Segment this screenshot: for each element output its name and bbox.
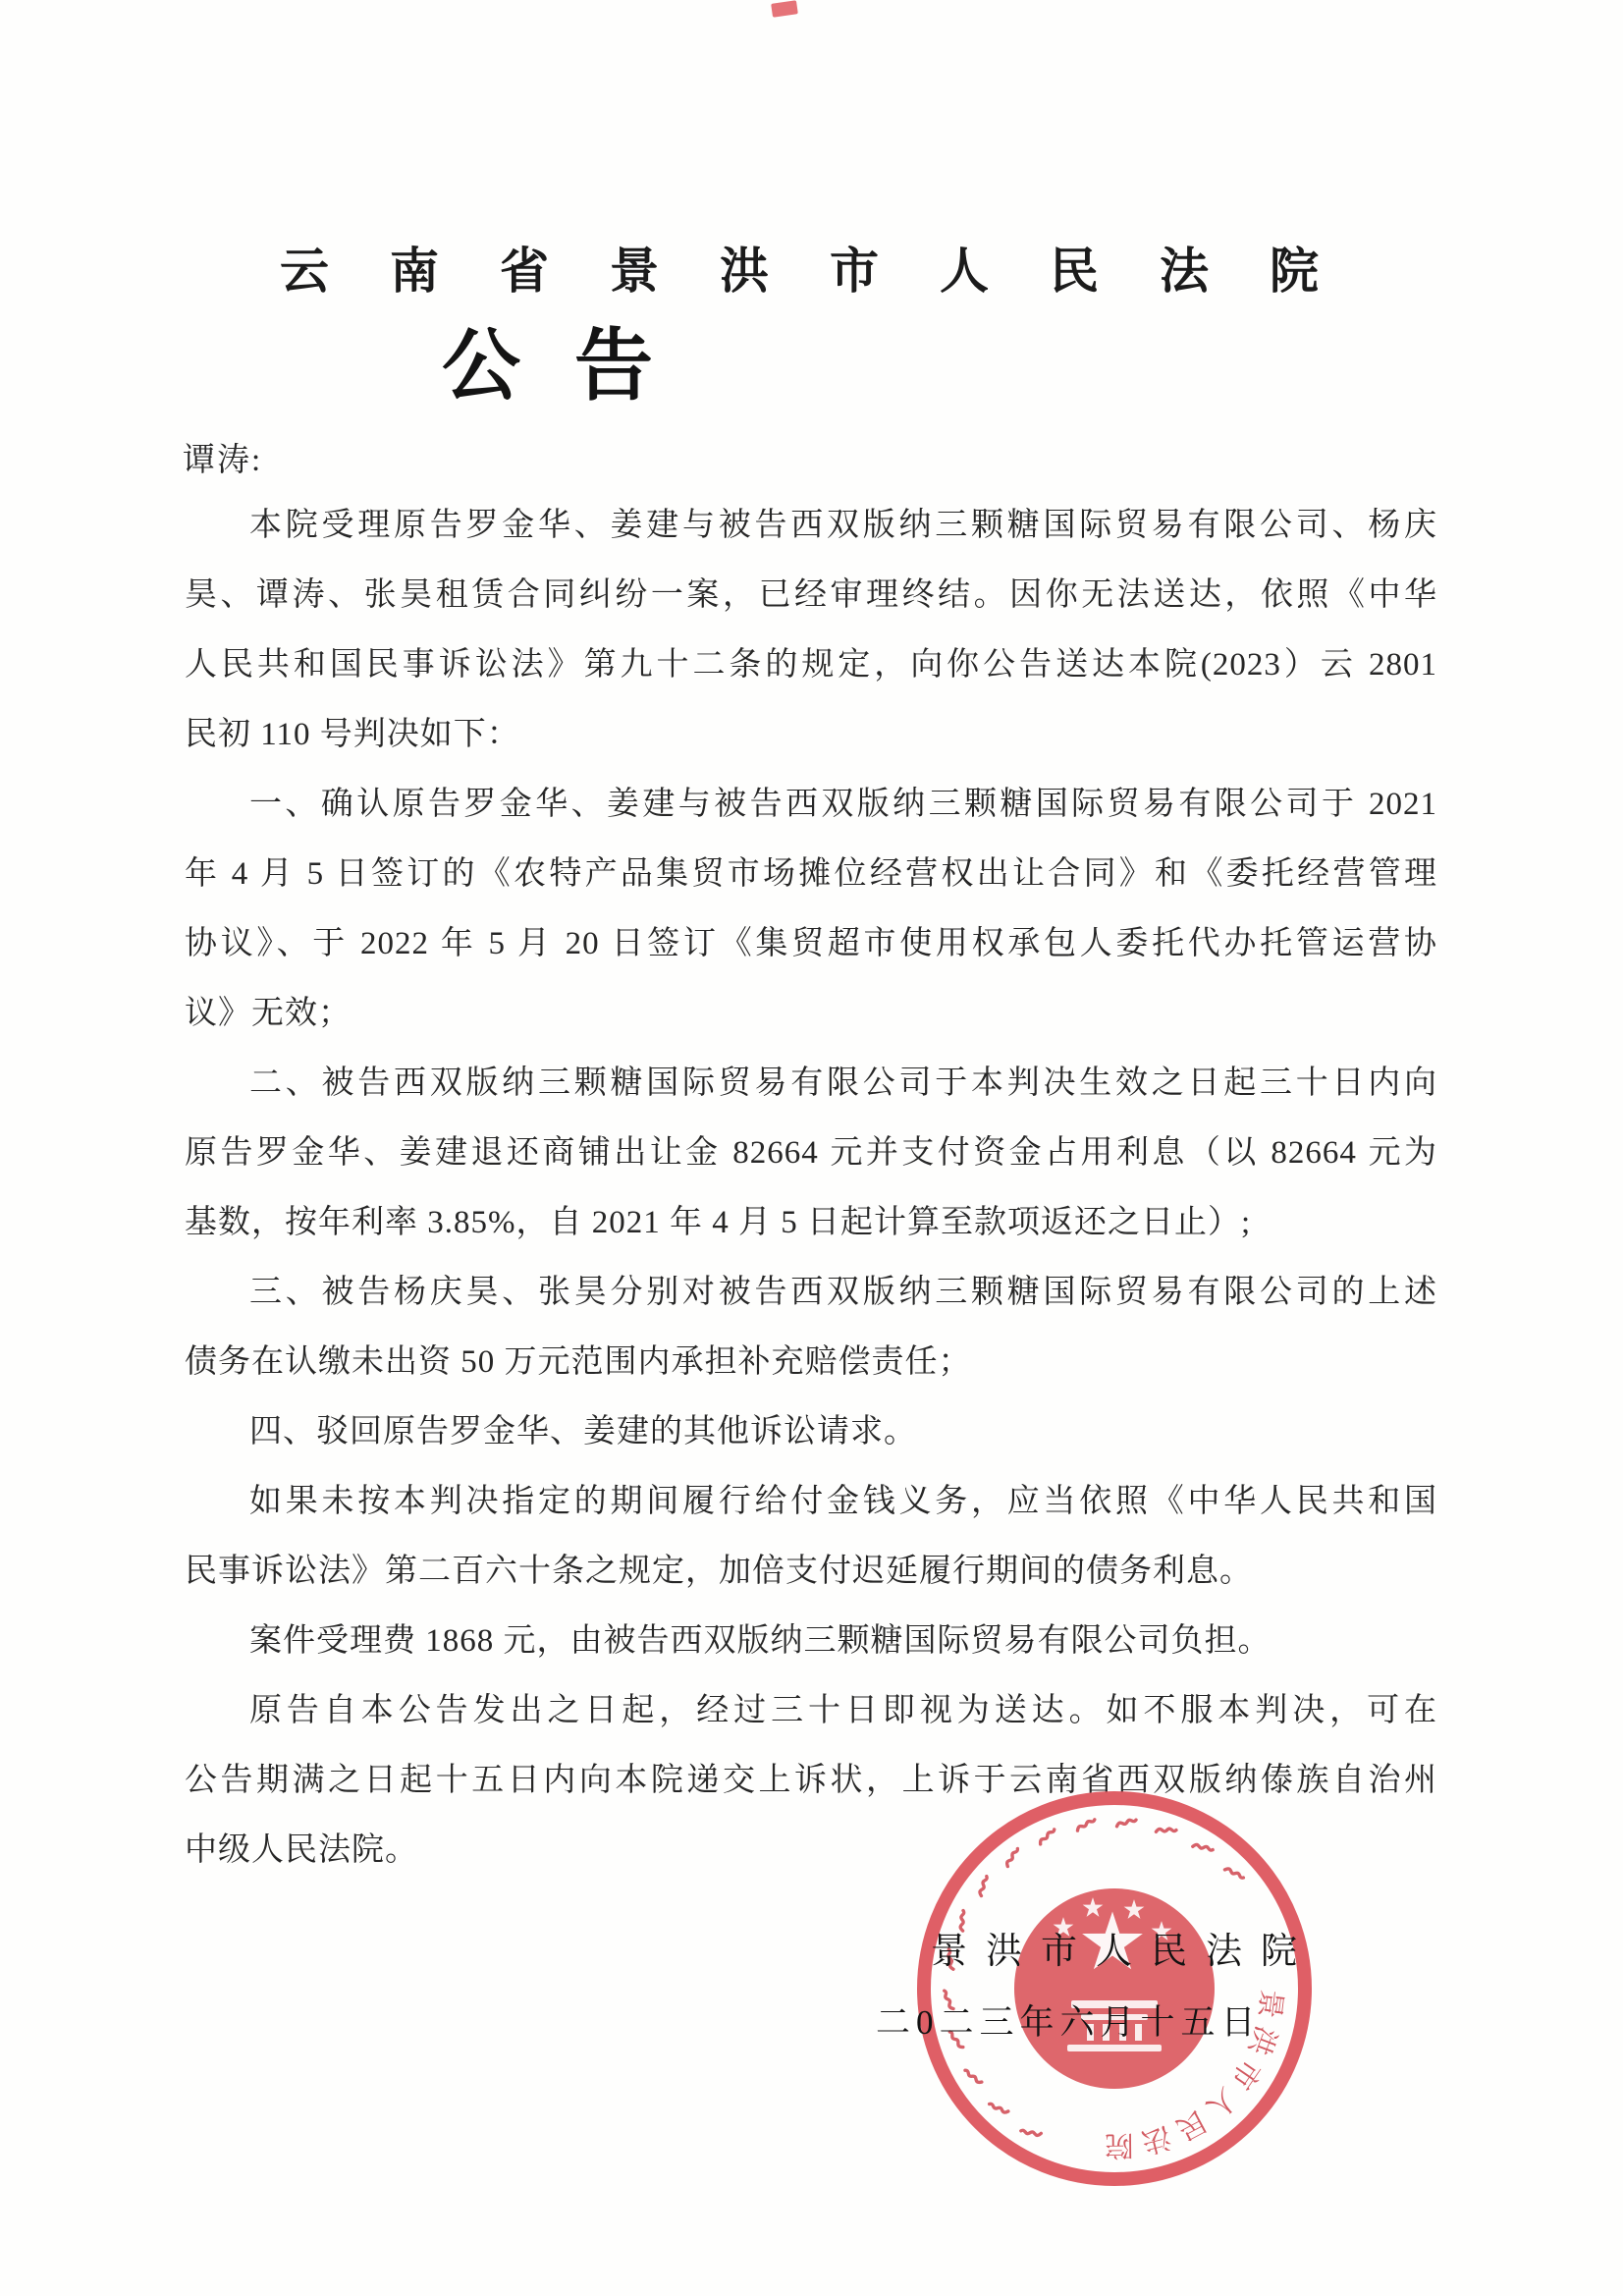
signature-court: 景洪市人民法院 xyxy=(931,1932,1316,1972)
body-line: 本院受理原告罗金华、姜建与被告西双版纳三颗糖国际贸易有限公司、杨庆 xyxy=(249,508,1437,543)
body-line: 议》无效； xyxy=(185,996,352,1031)
body-line: 协议》、于 2022 年 5 月 20 日签订《集贸超市使用权承包人委托代办托管运营协 xyxy=(185,926,1437,961)
body-paragraph xyxy=(185,1049,1437,1258)
body-paragraph xyxy=(185,491,1437,770)
body-line: 二、被告西双版纳三颗糖国际贸易有限公司于本判决生效之日起三十日内向 xyxy=(249,1066,1437,1101)
body-paragraph xyxy=(185,1258,1437,1397)
body-line: 基数，按年利率 3.85%，自 2021 年 4 月 5 日起计算至款项返还之日止）; xyxy=(185,1205,1252,1240)
court-name-title: 云南省景洪市人民法院 xyxy=(280,244,1380,299)
body-paragraph xyxy=(185,1607,1437,1676)
body-line: 年 4 月 5 日签订的《农特产品集贸市场摊位经营权出让合同》和《委托经营管理 xyxy=(185,856,1437,892)
body-line: 昊、谭涛、张昊租赁合同纠纷一案，已经审理终结。因你无法送达，依照《中华 xyxy=(185,577,1437,613)
body-line: 人民共和国民事诉讼法》第九十二条的规定，向你公告送达本院(2023）云 2801 xyxy=(185,647,1437,683)
body-line: 原告自本公告发出之日起，经过三十日即视为送达。如不服本判决，可在 xyxy=(249,1693,1437,1728)
signature-date: 二0二三年六月十五日 xyxy=(876,2003,1262,2042)
body-line: 如果未按本判决指定的期间履行给付金钱义务，应当依照《中华人民共和国 xyxy=(249,1484,1437,1519)
document-title: 公告 xyxy=(442,324,707,410)
body-paragraph xyxy=(185,1397,1437,1467)
scan-artifact xyxy=(771,0,798,17)
body-paragraph xyxy=(185,1467,1437,1607)
addressee: 谭涛: xyxy=(183,443,263,478)
announcement-body xyxy=(185,491,1437,1886)
body-line: 民事诉讼法》第二百六十条之规定，加倍支付迟延履行期间的债务利息。 xyxy=(185,1554,1253,1589)
body-line: 原告罗金华、姜建退还商铺出让金 82664 元并支付资金占用利息（以 82664 元为 xyxy=(185,1135,1437,1171)
body-line: 中级人民法院。 xyxy=(185,1832,418,1868)
body-line: 一、确认原告罗金华、姜建与被告西双版纳三颗糖国际贸易有限公司于 2021 xyxy=(249,787,1437,822)
seal-org-text: 景洪市人民法院 xyxy=(1098,1988,1287,2161)
body-line: 案件受理费 1868 元，由被告西双版纳三颗糖国际贸易有限公司负担。 xyxy=(249,1623,1271,1659)
court-seal-icon xyxy=(913,1787,1316,2190)
body-line: 四、驳回原告罗金华、姜建的其他诉讼请求。 xyxy=(249,1414,917,1449)
national-emblem-icon xyxy=(1014,1888,1215,2089)
body-paragraph xyxy=(185,770,1437,1049)
body-line: 民初 110 号判决如下： xyxy=(185,717,520,752)
body-line: 三、被告杨庆昊、张昊分别对被告西双版纳三颗糖国际贸易有限公司的上述 xyxy=(249,1275,1437,1310)
body-line: 公告期满之日起十五日内向本院递交上诉状，上诉于云南省西双版纳傣族自治州 xyxy=(185,1763,1437,1798)
body-line: 债务在认缴未出资 50 万元范围内承担补充赔偿责任； xyxy=(185,1344,972,1380)
